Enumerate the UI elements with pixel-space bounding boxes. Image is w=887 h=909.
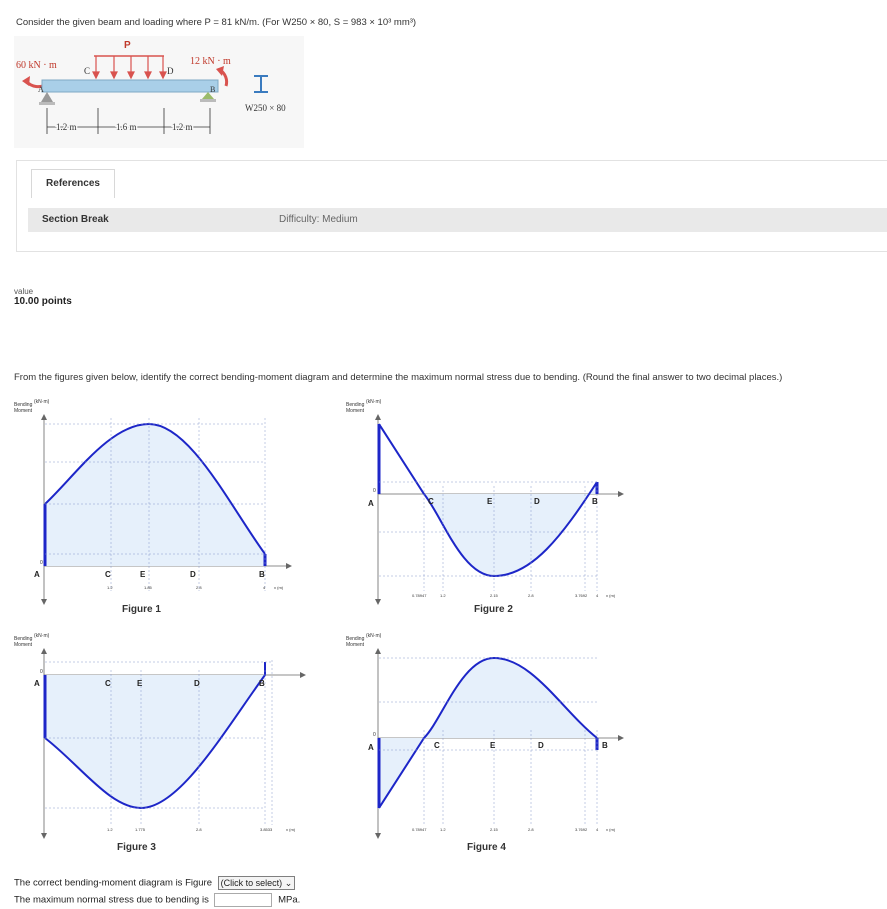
svg-text:2.8: 2.8	[196, 827, 202, 832]
moment-right-label: 12 kN · m	[190, 56, 231, 67]
svg-text:(kN·m): (kN·m)	[34, 633, 50, 639]
svg-text:Moment: Moment	[346, 408, 365, 414]
svg-text:(kN·m): (kN·m)	[34, 399, 50, 405]
beam-point-a: A	[38, 85, 44, 94]
figure-2-title: Figure 2	[474, 604, 513, 615]
chevron-down-icon: ⌄	[284, 878, 293, 888]
svg-text:x (m): x (m)	[274, 585, 284, 590]
points-label: 10.00 points	[14, 296, 72, 307]
svg-text:E: E	[487, 497, 493, 506]
figure-select[interactable]	[218, 876, 296, 890]
figure-3	[10, 630, 310, 855]
svg-text:B: B	[602, 741, 608, 750]
svg-text:x (m): x (m)	[606, 593, 616, 598]
svg-text:Bending: Bending	[346, 402, 365, 408]
svg-text:B: B	[592, 497, 598, 506]
svg-text:E: E	[140, 570, 146, 579]
svg-text:D: D	[534, 497, 540, 506]
svg-text:4: 4	[596, 827, 599, 832]
moment-left-label: 60 kN · m	[16, 60, 57, 71]
svg-text:2.8: 2.8	[196, 585, 202, 590]
svg-text:0: 0	[40, 669, 43, 675]
svg-text:2.8: 2.8	[528, 593, 534, 598]
svg-text:x (m): x (m)	[606, 827, 616, 832]
svg-text:E: E	[137, 679, 143, 688]
figure-3-title: Figure 3	[117, 842, 156, 853]
beam-diagram	[14, 36, 304, 148]
dim-1: 1.2 m	[56, 122, 77, 132]
svg-text:3.8533: 3.8533	[260, 827, 273, 832]
svg-text:C: C	[105, 679, 111, 688]
svg-text:C: C	[105, 570, 111, 579]
svg-text:0: 0	[373, 488, 376, 494]
figure-1-title: Figure 1	[122, 604, 161, 615]
svg-text:1.775: 1.775	[135, 827, 146, 832]
svg-text:E: E	[490, 741, 496, 750]
svg-text:B: B	[259, 570, 265, 579]
beam-body	[42, 80, 218, 92]
instruction-text: From the figures given below, identify the correct bending-moment diagram and determine the maximum normal stress due to bending. (Round the final answer to two decimal places.)	[14, 372, 783, 383]
svg-text:0.78947: 0.78947	[412, 827, 427, 832]
stress-input[interactable]	[214, 893, 272, 907]
answer-line-2	[14, 893, 300, 907]
svg-text:2.8: 2.8	[528, 827, 534, 832]
svg-text:B: B	[259, 679, 265, 688]
svg-text:Moment: Moment	[14, 408, 33, 414]
section-break-bar	[28, 208, 887, 232]
svg-text:1.2: 1.2	[107, 827, 113, 832]
svg-text:(kN·m): (kN·m)	[366, 399, 382, 405]
svg-text:C: C	[434, 741, 440, 750]
svg-text:A: A	[368, 499, 374, 508]
svg-text:Bending: Bending	[14, 636, 33, 642]
svg-text:A: A	[34, 679, 40, 688]
dim-3: 1.2 m	[172, 122, 193, 132]
figure-2	[342, 396, 637, 621]
section-break-label: Section Break	[42, 214, 109, 225]
question-text: Consider the given beam and loading where P = 81 kN/m. (For W250 × 80, S = 983 × 10³ mm³)	[16, 17, 417, 28]
svg-text:1.2: 1.2	[440, 827, 446, 832]
svg-text:Bending: Bending	[14, 402, 33, 408]
figure-4-title: Figure 4	[467, 842, 506, 853]
svg-text:4: 4	[263, 585, 266, 590]
svg-text:Moment: Moment	[346, 642, 365, 648]
answer-1-prefix: The correct bending-moment diagram is Figure	[14, 877, 213, 889]
svg-text:0: 0	[373, 732, 376, 738]
answer-2-unit: MPa.	[278, 894, 301, 906]
svg-text:x (m): x (m)	[286, 827, 296, 832]
svg-text:(kN·m): (kN·m)	[366, 633, 382, 639]
svg-text:D: D	[194, 679, 200, 688]
svg-text:0: 0	[40, 560, 43, 566]
svg-text:Moment: Moment	[14, 642, 33, 648]
svg-text:2.15: 2.15	[490, 827, 498, 832]
svg-text:3.7692: 3.7692	[575, 827, 588, 832]
svg-text:A: A	[368, 743, 374, 752]
section-label: W250 × 80	[245, 103, 286, 113]
figure-4	[342, 630, 637, 855]
svg-text:0.78947: 0.78947	[412, 593, 427, 598]
svg-text:1.2: 1.2	[440, 593, 446, 598]
svg-text:D: D	[190, 570, 196, 579]
figure-1	[10, 396, 300, 621]
svg-text:Bending: Bending	[346, 636, 365, 642]
svg-text:C: C	[428, 497, 434, 506]
svg-text:1.85: 1.85	[144, 585, 152, 590]
load-label: P	[124, 40, 131, 51]
references-tab[interactable]: References	[31, 169, 115, 198]
svg-text:3.7692: 3.7692	[575, 593, 588, 598]
answer-line-1	[14, 876, 295, 890]
beam-point-b: B	[210, 85, 216, 94]
difficulty-label: Difficulty: Medium	[279, 214, 358, 225]
dim-2: 1.6 m	[116, 122, 137, 132]
beam-point-c: C	[84, 66, 91, 76]
beam-point-d: D	[167, 66, 174, 76]
references-panel	[16, 160, 887, 252]
figure-select-value: (Click to select)	[220, 878, 283, 888]
value-label: value	[14, 287, 34, 296]
svg-text:A: A	[34, 570, 40, 579]
svg-text:D: D	[538, 741, 544, 750]
svg-text:2.15: 2.15	[490, 593, 498, 598]
answer-2-prefix: The maximum normal stress due to bending is	[14, 894, 209, 906]
svg-text:4: 4	[596, 593, 599, 598]
svg-text:1.2: 1.2	[107, 585, 113, 590]
